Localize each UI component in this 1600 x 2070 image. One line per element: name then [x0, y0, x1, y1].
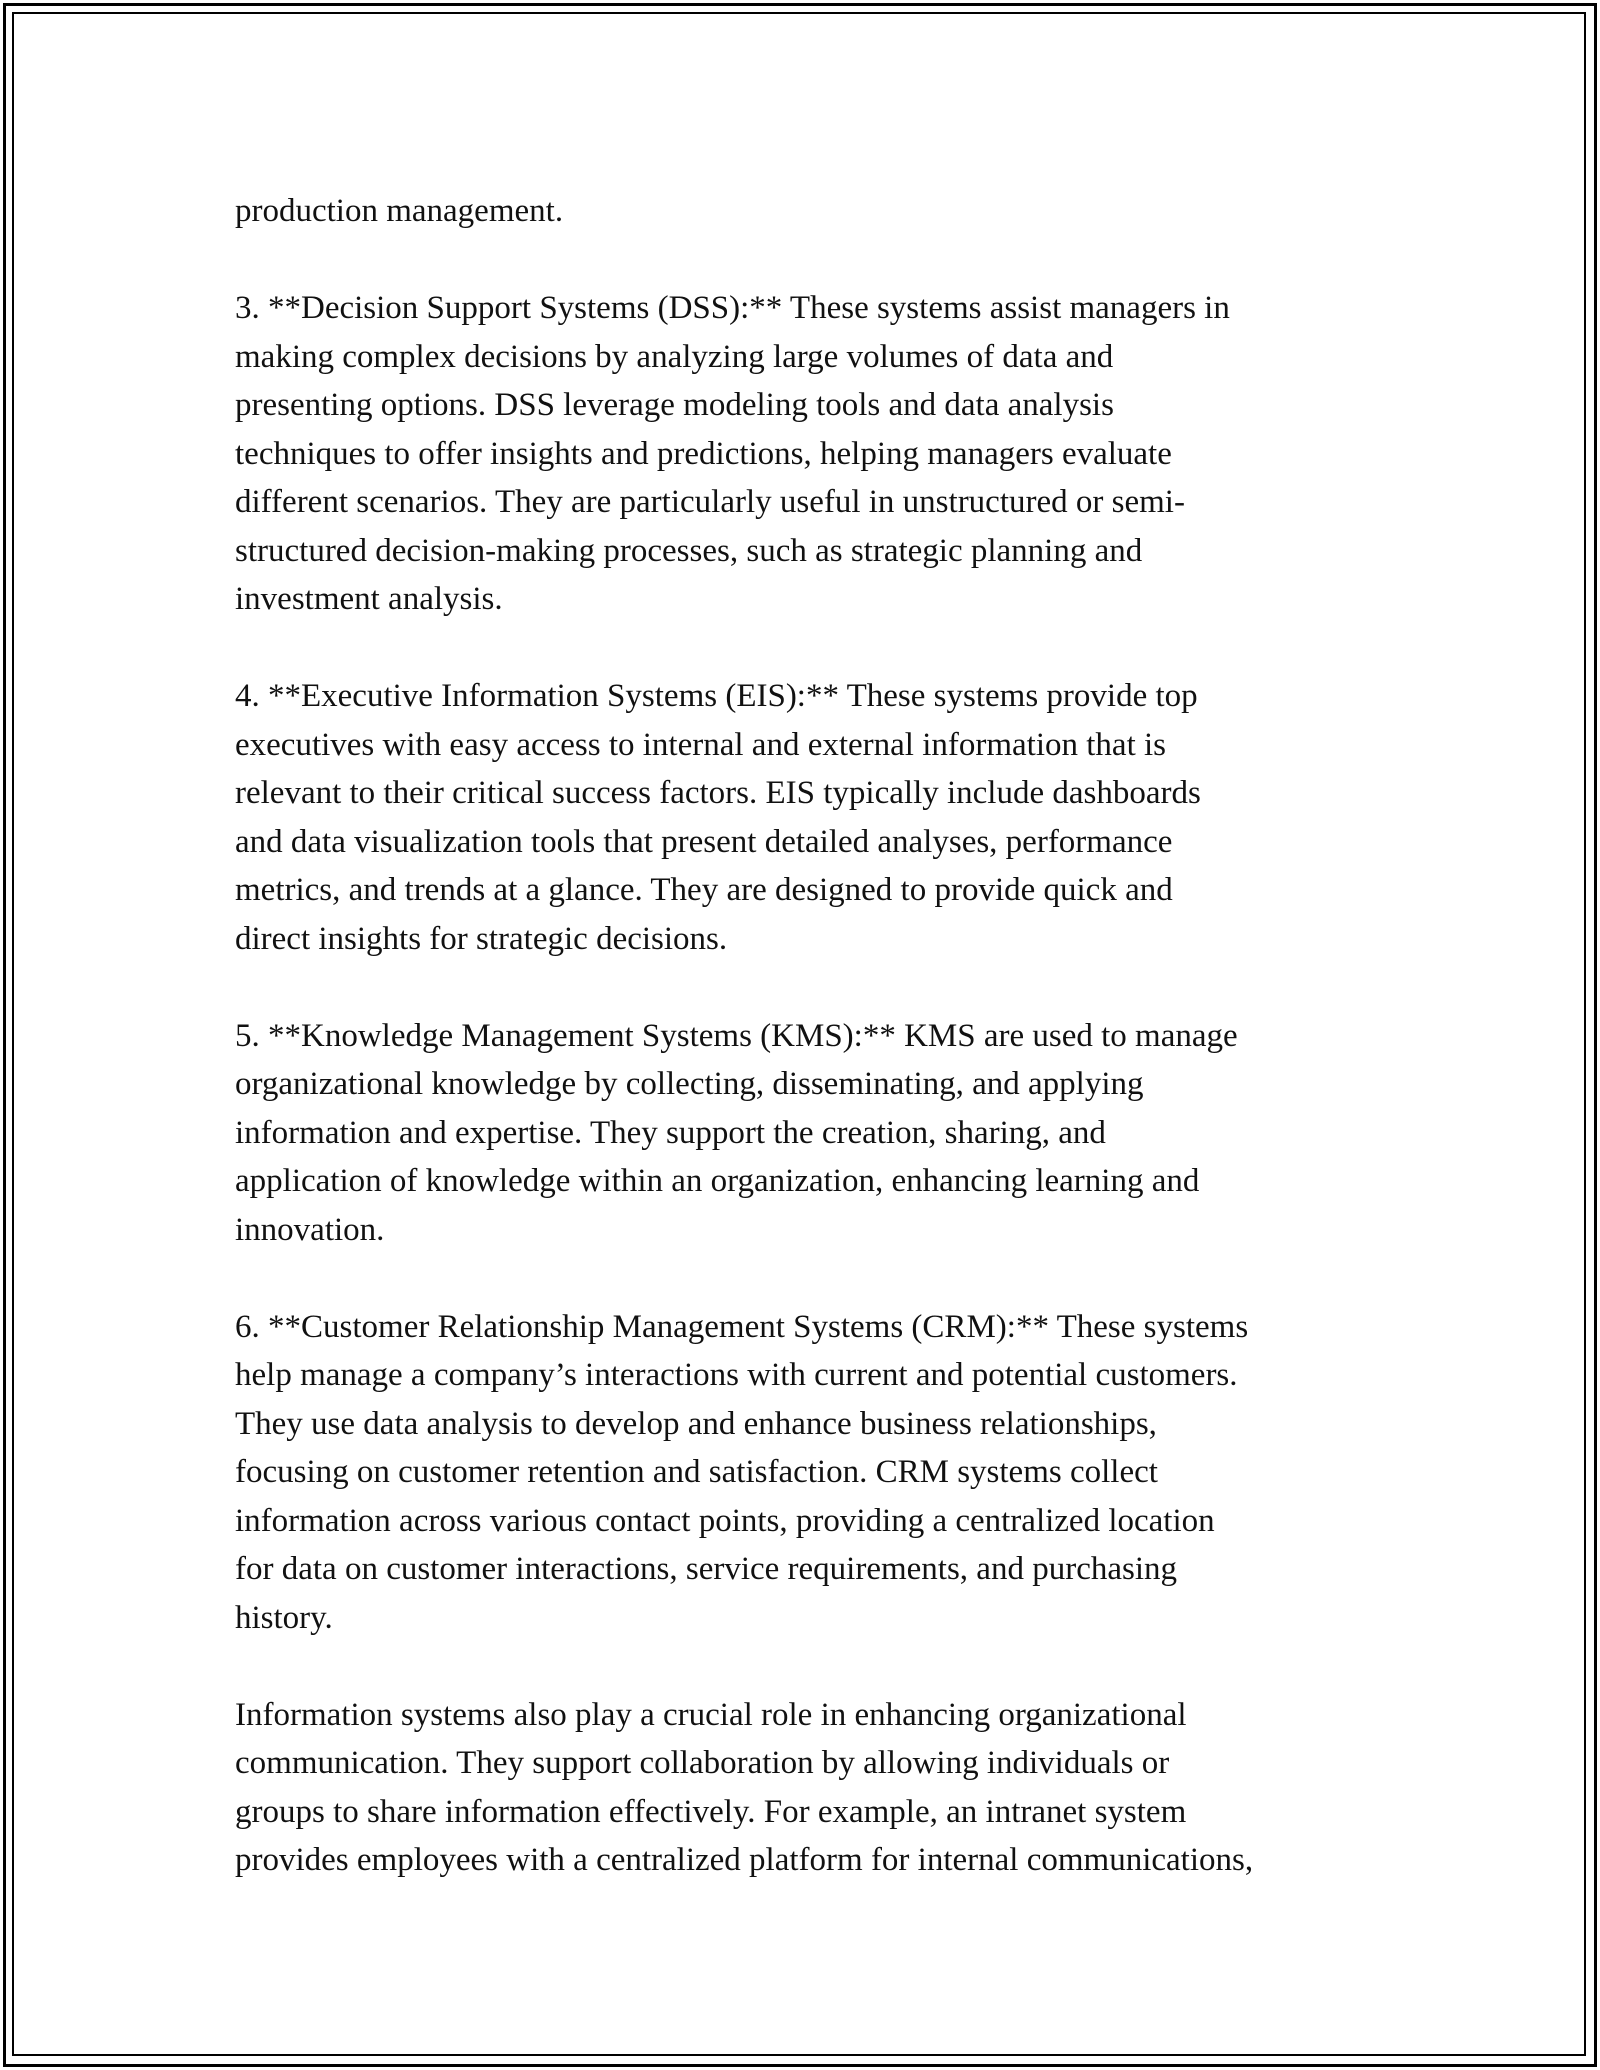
text-line: communication. They support collaboration by allowing individuals or — [235, 1745, 1170, 1781]
text-line: and data visualization tools that present detailed analyses, performance — [235, 823, 1173, 860]
text-line: metrics, and trends at a glance. They are designed to provide quick and — [235, 872, 1173, 908]
paragraph-crm — [235, 1303, 1415, 1643]
text-line: innovation. — [235, 1211, 385, 1248]
text-line: making complex decisions by analyzing large volumes of data and — [235, 338, 1114, 375]
paragraph-eis — [235, 672, 1415, 963]
paragraph-continuation — [235, 187, 1415, 236]
page-body — [235, 187, 1415, 1933]
paragraph-dss — [235, 284, 1415, 624]
text-line: 5. **Knowledge Management Systems (KMS):** KMS are used to manage — [235, 1017, 1238, 1054]
text-line: for data on customer interactions, service requirements, and purchasing — [235, 1551, 1177, 1587]
text-line: production management. — [235, 193, 564, 229]
text-line: Information systems also play a crucial role in enhancing organizational — [235, 1696, 1187, 1733]
text-line: groups to share information effectively. For example, an intranet system — [235, 1793, 1187, 1830]
text-line: help manage a company’s interactions with current and potential customers. — [235, 1357, 1238, 1393]
paragraph-communication — [235, 1691, 1415, 1885]
text-line: They use data analysis to develop and enhance business relationships, — [235, 1405, 1157, 1442]
text-line: different scenarios. They are particularly useful in unstructured or semi- — [235, 484, 1185, 520]
text-line: organizational knowledge by collecting, disseminating, and applying — [235, 1066, 1144, 1102]
text-line: 6. **Customer Relationship Management Systems (CRM):** These systems — [235, 1308, 1249, 1345]
text-line: history. — [235, 1599, 333, 1636]
text-line: information across various contact points, providing a centralized location — [235, 1502, 1215, 1539]
text-line: focusing on customer retention and satisfaction. CRM systems collect — [235, 1454, 1158, 1490]
text-line: direct insights for strategic decisions. — [235, 920, 728, 957]
text-line: 4. **Executive Information Systems (EIS):** These systems provide top — [235, 678, 1198, 714]
text-line: information and expertise. They support the creation, sharing, and — [235, 1114, 1106, 1151]
text-line: 3. **Decision Support Systems (DSS):** These systems assist managers in — [235, 290, 1230, 326]
text-line: techniques to offer insights and predictions, helping managers evaluate — [235, 435, 1172, 472]
text-line: executives with easy access to internal and external information that is — [235, 726, 1167, 763]
text-line: investment analysis. — [235, 581, 503, 617]
text-line: provides employees with a centralized platform for internal communications, — [235, 1842, 1254, 1878]
text-line: structured decision-making processes, such as strategic planning and — [235, 532, 1143, 569]
text-line: relevant to their critical success factors. EIS typically include dashboards — [235, 775, 1201, 811]
text-line: presenting options. DSS leverage modeling tools and data analysis — [235, 387, 1114, 423]
paragraph-kms — [235, 1012, 1415, 1255]
text-line: application of knowledge within an organization, enhancing learning and — [235, 1163, 1200, 1199]
